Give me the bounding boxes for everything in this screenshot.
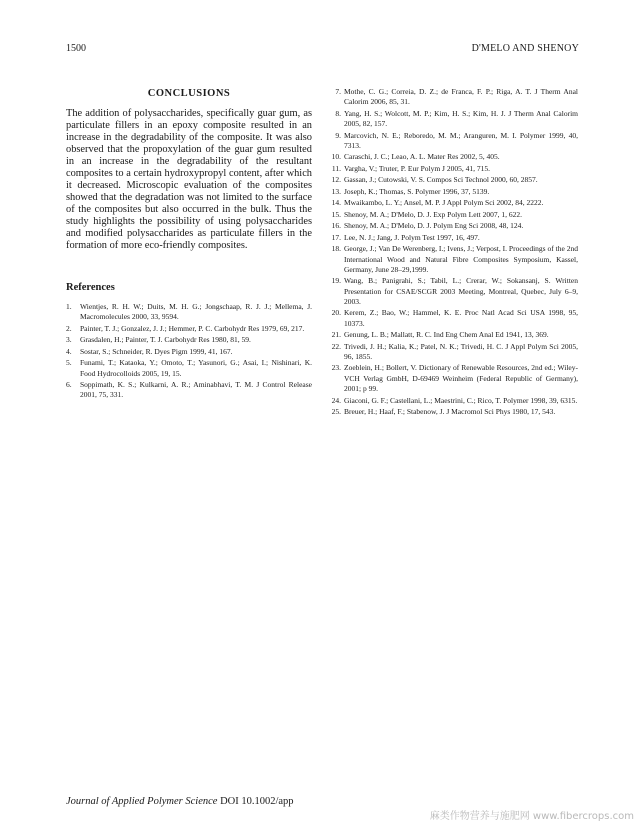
reference-text: Gassan, J.; Cutowski, V. S. Compos Sci Technol 2000, 60, 2857. [344,175,538,185]
reference-number: 1. [66,302,72,311]
reference-number: 7. [335,87,341,96]
reference-item [331,198,578,208]
reference-item [331,87,578,108]
reference-item [331,276,578,307]
reference-number: 9. [335,130,341,140]
reference-item [66,324,312,334]
running-head: D'MELO AND SHENOY [471,43,579,54]
reference-item [66,358,312,379]
reference-item [331,152,578,162]
reference-item [331,109,578,130]
reference-item [331,175,578,185]
reference-text: Vargha, V.; Truter, P. Eur Polym J 2005, 41, 715. [344,163,490,173]
left-column [66,88,312,402]
reference-item [331,308,578,329]
reference-text: Wientjes, R. H. W.; Duits, M. H. G.; Jongschaap, R. J. J.; Mellema, J. Macromolecules 2000, 33, 9594. [80,302,312,322]
reference-item [66,302,312,323]
reference-text: Caraschi, J. C.; Leao, A. L. Mater Res 2002, 5, 405. [344,152,500,162]
reference-text: Painter, T. J.; Gonzalez, J. J.; Hemmer, P. C. Carbohydr Res 1979, 69, 217. [80,323,305,333]
reference-item [331,221,578,231]
reference-item [66,335,312,345]
reference-text: Breuer, H.; Haaf, F.; Stabenow, J. J Macromol Sci Phys 1980, 17, 543. [344,406,556,416]
reference-number: 5. [66,358,72,368]
reference-item [331,407,578,417]
reference-number: 20. [331,308,341,318]
reference-number: 4. [66,346,72,356]
reference-text: Soppimath, K. S.; Kulkarni, A. R.; Aminabhavi, T. M. J Control Release 2001, 75, 331. [80,380,312,400]
reference-text: Wang, B.; Panigrahi, S.; Tabil, L.; Crerar, W.; Sokansanj, S. Written Presentation for CSAE/SCGR 2003 Meeting, Montreal, Quebec, July 6–9, 2003. [344,276,578,306]
reference-item [331,187,578,197]
reference-item [331,210,578,220]
reference-item [331,233,578,243]
reference-text: Giaconi, G. F.; Castellani, L.; Maestrini, C.; Rico, T. Polymer 1998, 39, 6315. [344,395,578,405]
reference-number: 24. [331,395,341,405]
reference-number: 10. [331,152,341,162]
references-heading: References [66,282,115,293]
reference-number: 25. [331,406,341,416]
reference-number: 13. [331,186,341,196]
footer-doi: DOI 10.1002/app [217,796,294,807]
page-number: 1500 [66,43,86,54]
reference-text: Shenoy, M. A.; D'Melo, D. J. Exp Polym Lett 2007, 1, 622. [344,209,522,219]
conclusions-text: The addition of polysaccharides, specifically guar gum, as particulate fillers in an epoxy composite resulted in an increase in the degradability of the composite. It was also observed that the propoxylation of the guar gum resulted in an increase in the degradability of the resultant composites to a certain hydroxypropyl content, after which it decreased. Microscopic evaluation of the composites showed that the degradation was not limited to the surface of the composites but also occurred in the bulk. Thus the study highlights the possibility of using polysaccharides and modified polysaccharides as particulate fillers in the formation of more eco-friendly composites. [66,108,312,251]
reference-text: Genung, L. B.; Mallatt, R. C. Ind Eng Chem Anal Ed 1941, 13, 369. [344,330,549,340]
reference-number: 21. [331,330,341,340]
right-column [331,87,578,418]
reference-text: Grasdalen, H.; Painter, T. J. Carbohydr Res 1980, 81, 59. [80,335,251,345]
reference-number: 3. [66,335,72,345]
reference-text: Kerem, Z.; Bao, W.; Hammel, K. E. Proc Natl Acad Sci USA 1998, 95, 10373. [344,308,578,328]
reference-item [66,380,312,401]
footer [66,796,294,807]
reference-text: Zoeblein, H.; Bollert, V. Dictionary of Renewable Resources, 2nd ed.; Wiley-VCH Verlag GmbH, D-69469 Weinheim (Federal Republic of Germany), 2001; p 99. [344,363,578,394]
reference-item [331,244,578,275]
reference-number: 14. [331,198,341,208]
reference-item [66,347,312,357]
reference-number: 16. [331,221,341,231]
reference-number: 8. [335,108,341,118]
reference-text: Marcovich, N. E.; Reboredo, M. M.; Aranguren, M. I. Polymer 1999, 40, 7313. [344,130,578,150]
reference-text: Mwaikambo, L. Y.; Ansel, M. P. J Appl Polym Sci 2002, 84, 2222. [344,198,544,208]
reference-item [331,131,578,152]
reference-number: 11. [331,163,341,173]
reference-number: 12. [331,175,341,185]
reference-item [331,363,578,394]
reference-number: 22. [331,341,341,351]
reference-number: 15. [331,209,341,219]
reference-number: 2. [66,323,72,333]
reference-text: Sostar, S.; Schneider, R. Dyes Pigm 1999, 41, 167. [80,346,233,356]
reference-item [331,164,578,174]
reference-list-right [331,87,578,417]
footer-journal: Journal of Applied Polymer Science [66,796,218,807]
reference-number: 17. [331,232,341,242]
reference-text: Joseph, K.; Thomas, S. Polymer 1996, 37, 5139. [344,186,490,196]
reference-text: Trivedi, J. H.; Kalia, K.; Patel, N. K.; Trivedi, H. C. J Appl Polym Sci 2005, 96, 1855. [344,341,578,361]
reference-number: 23. [331,363,341,373]
reference-item [331,342,578,363]
reference-text: Funami, T.; Kataoka, Y.; Omoto, T.; Yasunori, G.; Asai, I.; Nishinari, K. Food Hydrocolloids 2005, 19, 15. [80,358,312,378]
reference-number: 6. [66,380,72,390]
reference-text: Yang, H. S.; Wolcott, M. P.; Kim, H. S.; Kim, H. J. J Therm Anal Calorim 2005, 82, 157. [344,108,578,129]
watermark: 麻类作物营养与施肥网 www.fibercrops.com [429,811,634,822]
reference-item [331,396,578,406]
reference-text: Mothe, C. G.; Correia, D. Z.; de Franca, F. P.; Riga, A. T. J Therm Anal Calorim 2006, 85, 31. [344,87,578,107]
reference-list-left [66,302,312,401]
reference-text: George, J.; Van De Werenberg, I.; Ivens, J.; Verpost, I. Proceedings of the 2nd International Wood and Natural Fibre Composites Symposium, Kassel, Germany, June 28–29,1999. [344,244,578,274]
reference-text: Shenoy, M. A.; D'Melo, D. J. Polym Eng Sci 2008, 48, 124. [344,221,524,231]
reference-text: Lee, N. J.; Jang, J. Polym Test 1997, 16, 497. [344,232,480,242]
reference-number: 18. [331,244,341,254]
reference-number: 19. [331,276,341,286]
reference-item [331,330,578,340]
conclusions-heading: CONCLUSIONS [147,88,231,99]
